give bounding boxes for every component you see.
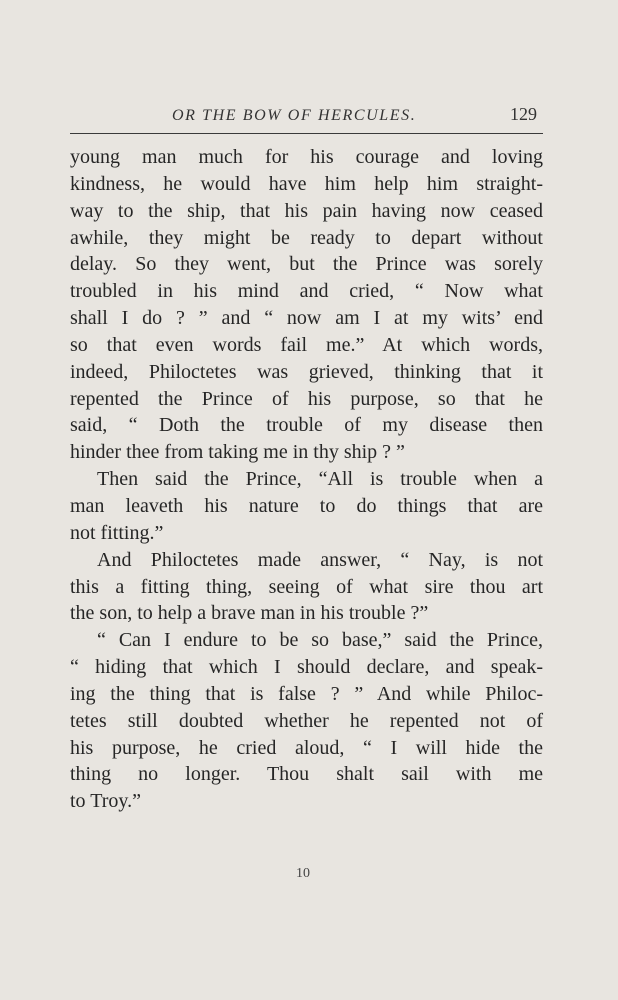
page-number: 129	[510, 104, 537, 124]
text-line: hinder thee from taking me in thy ship ? ”	[70, 441, 405, 464]
text-line: this a fitting thing, seeing of what sire thou art	[70, 575, 543, 598]
text-line: repented the Prince of his purpose, so that he	[70, 387, 543, 410]
text-line: the son, to help a brave man in his trouble ?”	[70, 602, 429, 625]
text-line: man leaveth his nature to do things that are	[70, 494, 543, 517]
text-line: “ hiding that which I should declare, and speak-	[70, 656, 543, 679]
text-line: shall I do ? ” and “ now am I at my wits’ end	[70, 307, 543, 330]
text-line: “ Can I endure to be so base,” said the Prince,	[97, 629, 543, 652]
text-line: ing the thing that is false ? ” And while Philoc-	[70, 682, 543, 705]
body-text	[70, 144, 543, 815]
text-line: indeed, Philoctetes was grieved, thinking that it	[70, 360, 543, 383]
header-rule	[70, 133, 543, 134]
text-line: way to the ship, that his pain having now ceased	[70, 199, 543, 222]
text-line: kindness, he would have him help him straight-	[70, 172, 543, 195]
signature-mark: 10	[296, 866, 310, 881]
text-line: Then said the Prince, “All is trouble when a	[97, 468, 543, 491]
text-line: said, “ Doth the trouble of my disease then	[70, 414, 543, 437]
text-line: young man much for his courage and loving	[70, 146, 543, 168]
text-line: troubled in his mind and cried, “ Now what	[70, 280, 543, 303]
text-line: tetes still doubted whether he repented not of	[70, 709, 543, 732]
text-line: thing no longer. Thou shalt sail with me	[70, 763, 543, 786]
text-line: delay. So they went, but the Prince was sorely	[70, 253, 543, 276]
text-line: awhile, they might be ready to depart without	[70, 226, 543, 249]
running-title: OR THE BOW OF HERCULES.	[172, 107, 417, 124]
text-line: so that even words fail me.” At which words,	[70, 333, 543, 356]
text-line: not fitting.”	[70, 521, 164, 544]
text-line: to Troy.”	[70, 790, 141, 813]
text-line: his purpose, he cried aloud, “ I will hide the	[70, 736, 543, 759]
text-line: And Philoctetes made answer, “ Nay, is not	[97, 548, 543, 571]
